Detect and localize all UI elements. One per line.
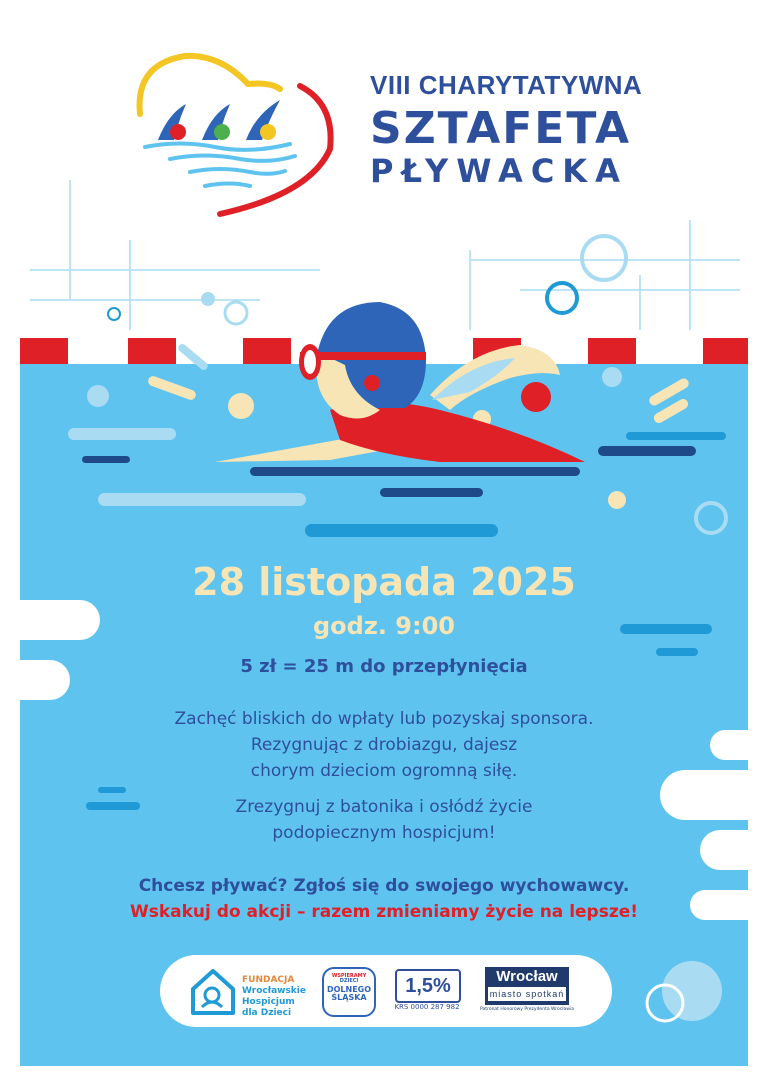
bubble-ring <box>582 236 626 280</box>
price-line: 5 zł = 25 m do przepłynięcia <box>240 656 528 677</box>
dolny-slask-line: ŚLĄSKA <box>331 993 367 1002</box>
fundacja-text <box>242 975 306 1019</box>
paragraph-line: podopiecznym hospicjum! <box>272 823 496 843</box>
paragraph-line: Zachęć bliskich do wpłaty lub pozyskaj sponsora. <box>174 709 594 729</box>
fundacja-line: dla Dzieci <box>242 1008 292 1018</box>
dolny-slask-line: DZIECI <box>339 978 359 984</box>
cta-line-1: Chcesz pływać? Zgłoś się do swojego wychowawcy. <box>138 876 630 896</box>
krs-number: KRS 0000 287 982 <box>394 1003 460 1011</box>
bubble-ring <box>108 308 120 320</box>
paragraph-line: chorym dzieciom ogromną siłę. <box>250 761 518 781</box>
one-five-percent-text: 1,5% <box>405 975 451 997</box>
bubble-ring <box>547 283 577 313</box>
fundacja-line: FUNDACJA <box>242 975 295 985</box>
title-line-2: PŁYWACKA <box>370 152 628 190</box>
bubble <box>201 292 215 306</box>
wroclaw-name: Wrocław <box>496 968 558 985</box>
wroclaw-patron: Patronat Honorowy Prezydenta Wrocławia <box>480 1007 574 1012</box>
cta-line-2: Wskakuj do akcji – razem zmieniamy życie na lepsze! <box>129 902 639 922</box>
dolny-slask-logo <box>322 967 376 1017</box>
dolny-slask-line: DOLNEGO <box>326 985 372 994</box>
event-date: 28 listopada 2025 <box>192 560 576 604</box>
title-line-1: SZTAFETA <box>370 103 632 154</box>
partners-bar <box>160 955 612 1027</box>
bubble-ring <box>225 302 247 324</box>
dolny-slask-line: WSPIERAMY <box>331 973 367 979</box>
paragraph-encourage <box>0 706 768 784</box>
event-logo <box>130 44 360 224</box>
hospice-house-icon <box>190 967 236 1017</box>
wroclaw-slogan: miasto spotkań <box>489 989 565 999</box>
bubble <box>662 961 722 1021</box>
wroclaw-logo <box>485 967 569 1005</box>
event-time: godz. 9:00 <box>313 612 455 640</box>
fundacja-line: Hospicjum <box>242 997 295 1007</box>
header-title <box>370 70 643 190</box>
one-five-percent-logo <box>395 969 461 1003</box>
paragraph-sweeten <box>0 794 768 846</box>
paragraph-line: Zrezygnuj z batonika i osłódź życie <box>235 797 533 817</box>
paragraph-line: Rezygnując z drobiazgu, dajesz <box>250 735 518 755</box>
edition-line: VIII CHARYTATYWNA <box>370 70 643 100</box>
fundacja-line: Wrocławskie <box>242 986 306 996</box>
